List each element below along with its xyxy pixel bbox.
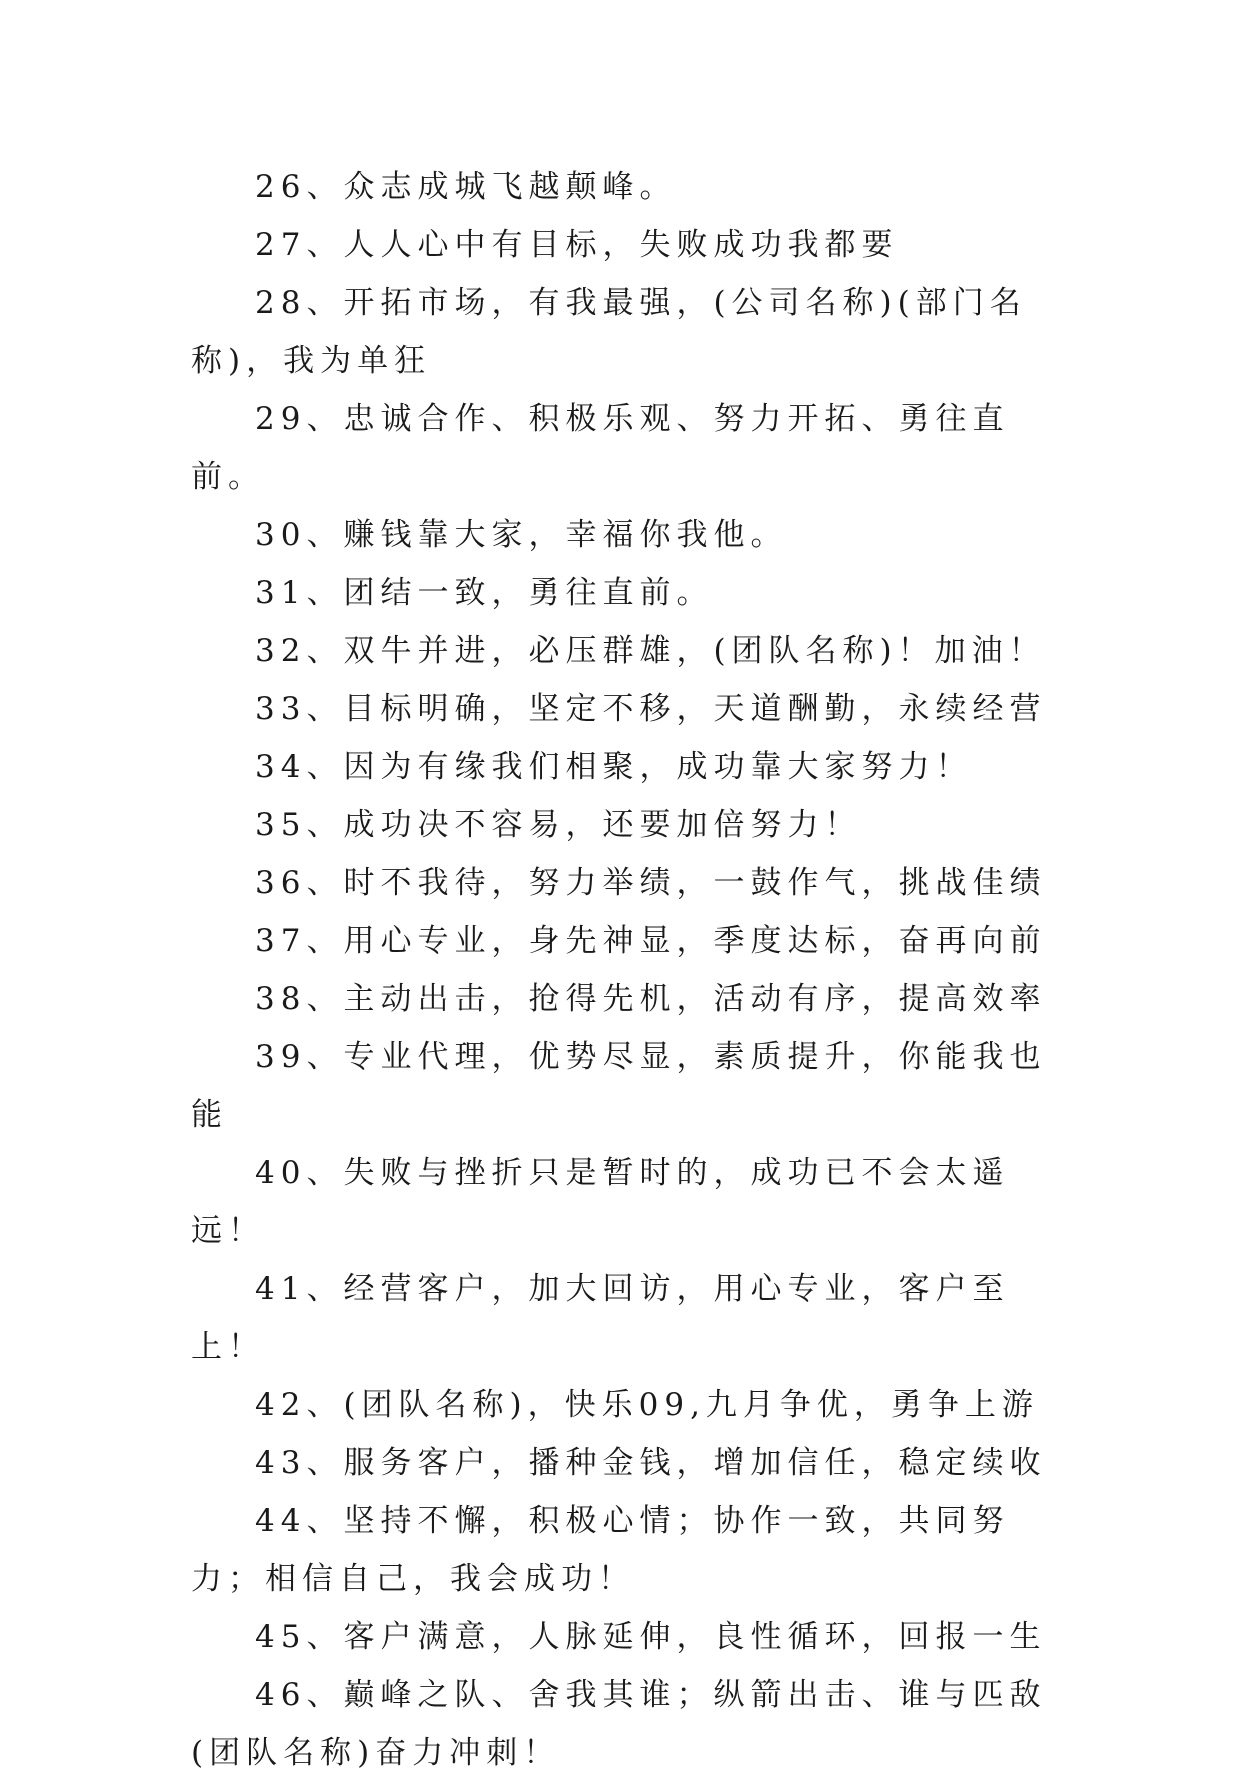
slogan-item: 26、众志成城飞越颠峰。 [255,169,677,205]
slogan-list [191,158,1051,1782]
slogan-item: 45、客户满意，人脉延伸，良性循环，回报一生 [255,1619,1047,1655]
slogan-item: 38、主动出击，抢得先机，活动有序，提高效率 [255,981,1047,1017]
slogan-item: 42、(团队名称)，快乐09,九月争优，勇争上游 [255,1387,1039,1423]
slogan-item: 33、目标明确，坚定不移，天道酬勤，永续经营 [255,691,1047,727]
slogan-item: 28、开拓市场，有我最强，(公司名称)(部门名称)，我为单狂 [191,285,1027,379]
slogan-item: 41、经营客户，加大回访，用心专业，客户至上！ [191,1271,1010,1365]
slogan-item: 44、坚持不懈，积极心情；协作一致，共同努力；相信自己，我会成功！ [191,1503,1010,1597]
slogan-item: 37、用心专业，身先神显，季度达标，奋再向前 [255,923,1047,959]
slogan-item: 31、团结一致，勇往直前。 [255,575,714,611]
slogan-item: 27、人人心中有目标，失败成功我都要 [255,227,899,263]
slogan-item: 40、失败与挫折只是暂时的，成功已不会太遥远！ [191,1155,1010,1249]
slogan-item: 43、服务客户，播种金钱，增加信任，稳定续收 [255,1445,1047,1481]
slogan-item: 35、成功决不容易，还要加倍努力！ [255,807,862,843]
slogan-item: 46、巅峰之队、舍我其谁；纵箭出击、谁与匹敌(团队名称)奋力冲刺！ [191,1677,1047,1771]
slogan-item: 34、因为有缘我们相聚，成功靠大家努力！ [255,749,973,785]
slogan-item: 39、专业代理，优势尽显，素质提升，你能我也能 [191,1039,1047,1133]
slogan-item: 36、时不我待，努力举绩，一鼓作气，挑战佳绩 [255,865,1047,901]
slogan-item: 30、赚钱靠大家，幸福你我他。 [255,517,788,553]
slogan-item: 32、双牛并进，必压群雄，(团队名称)！加油！ [255,633,1046,669]
slogan-item: 29、忠诚合作、积极乐观、努力开拓、勇往直前。 [191,401,1010,495]
